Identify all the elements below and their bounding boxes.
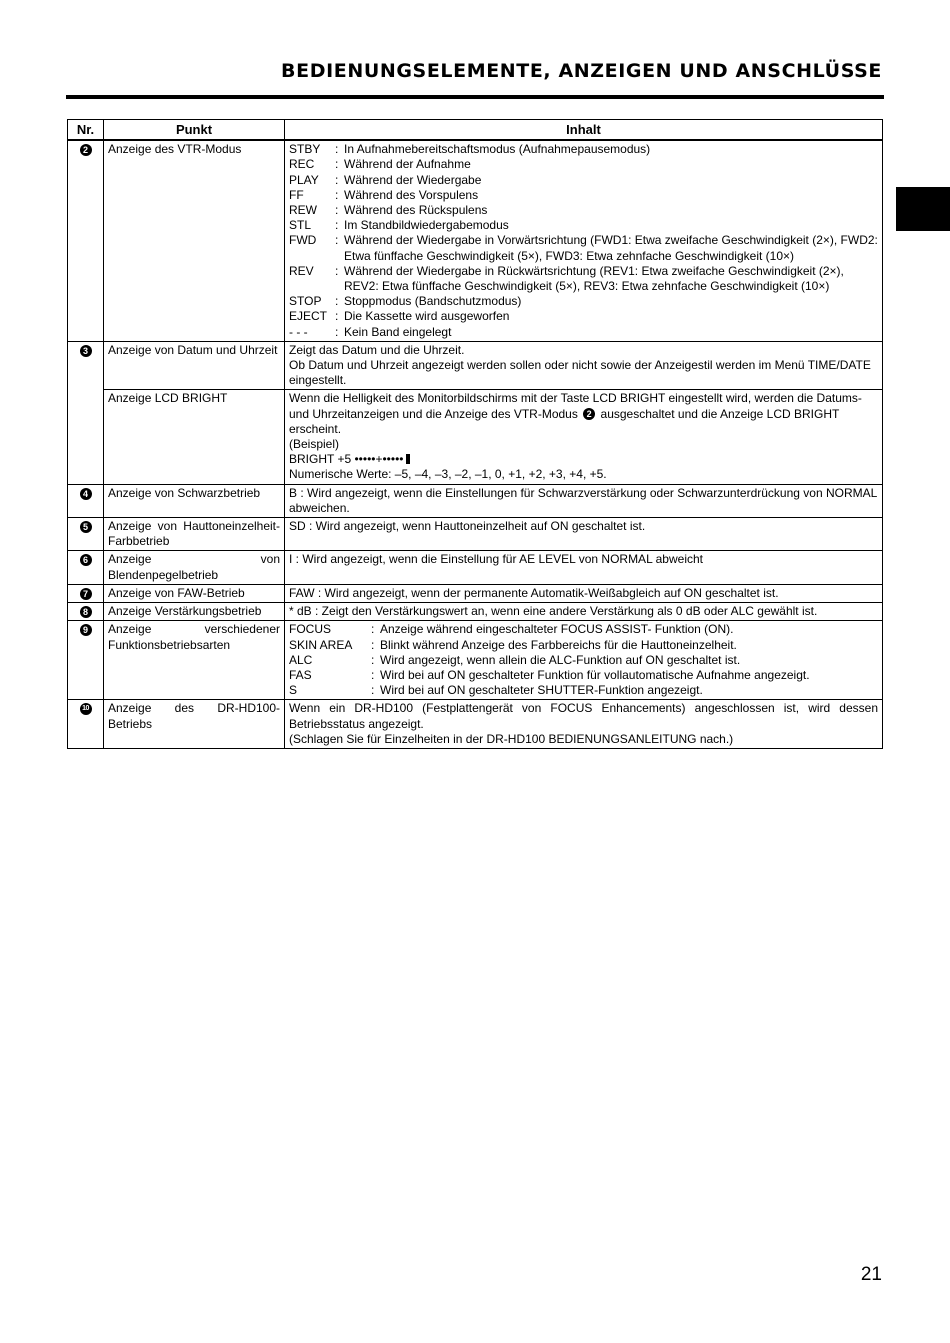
inhalt-line: Ob Datum und Uhrzeit angezeigt werden sollen oder nicht sowie der Anzeigestil werden im Menü TIME/DATE eingestellt. xyxy=(289,358,871,388)
title-rule xyxy=(66,95,884,99)
item-value: Während der Wiedergabe in Vorwärtsrichtung (FWD1: Etwa zweifache Geschwindigkeit (2×), FWD2: Etwa fünffache Geschwindigkeit (5×), FWD3: Etwa zehnfache Geschwindigkeit (10×) xyxy=(344,233,878,263)
circled-number: 10 xyxy=(80,703,92,715)
row-number xyxy=(68,603,104,621)
level-cursor-icon xyxy=(406,454,410,464)
item-value: Stoppmodus (Bandschutzmodus) xyxy=(344,294,522,309)
item-key: ALC xyxy=(289,652,313,667)
page-title: BEDIENUNGSELEMENTE, ANZEIGEN UND ANSCHLÜSSE xyxy=(281,60,882,82)
row-punkt: Anzeige verschiedener Funktionsbetriebsarten xyxy=(104,621,285,700)
inhalt-line: (Schlagen Sie für Einzelheiten in der DR-HD100 BEDIENUNGSANLEITUNG nach.) xyxy=(289,731,734,746)
header-inhalt: Inhalt xyxy=(285,120,883,141)
table-row xyxy=(68,603,883,621)
circled-number: 4 xyxy=(80,488,92,500)
table-row xyxy=(68,584,883,602)
list-item: FAS : Wird bei auf ON geschalteter Funktion für vollautomatische Aufnahme angezeigt. xyxy=(289,668,878,683)
item-value: Während des Vorspulens xyxy=(344,187,479,202)
item-key: FWD xyxy=(289,233,317,248)
controls-table xyxy=(67,119,883,749)
item-value: Die Kassette wird ausgeworfen xyxy=(344,309,510,324)
circled-number: 3 xyxy=(80,345,92,357)
inhalt-line xyxy=(289,452,878,467)
table-row xyxy=(68,551,883,584)
row-number xyxy=(68,584,104,602)
row-inhalt: SD : Wird angezeigt, wenn Hauttoneinzelheit auf ON geschaltet ist. xyxy=(285,518,883,551)
table-row xyxy=(68,700,883,749)
item-key: EJECT xyxy=(289,309,328,324)
list-item: REC : Während der Aufnahme xyxy=(289,157,878,172)
circled-number: 5 xyxy=(80,521,92,533)
list-item: SKIN AREA : Blinkt während Anzeige des Farbbereichs für die Hauttoneinzelheit. xyxy=(289,638,878,653)
inhalt-line xyxy=(289,391,878,437)
header-punkt: Punkt xyxy=(104,120,285,141)
row-punkt: Anzeige von Datum und Uhrzeit xyxy=(104,341,285,390)
circled-number: 2 xyxy=(80,144,92,156)
list-item: EJECT : Die Kassette wird ausgeworfen xyxy=(289,309,878,324)
item-key: S xyxy=(289,683,298,698)
row-punkt: Anzeige von Schwarzbetrieb xyxy=(104,484,285,517)
table-row xyxy=(68,518,883,551)
item-key: FF xyxy=(289,187,304,202)
row-number xyxy=(68,140,104,341)
item-key: STL xyxy=(289,218,312,233)
row-punkt: Anzeige von Hauttoneinzelheit-Farbbetrieb xyxy=(104,518,285,551)
inhalt-text: ausgeschaltet und die Anzeige LCD BRIGHT erscheint. xyxy=(289,406,840,436)
list-item: S : Wird bei auf ON geschalteter SHUTTER-Funktion angezeigt. xyxy=(289,683,878,698)
item-key: FOCUS xyxy=(289,622,331,637)
circled-number: 6 xyxy=(80,554,92,566)
item-value: Während des Rückspulens xyxy=(344,203,488,218)
row-punkt: Anzeige LCD BRIGHT xyxy=(104,390,285,484)
inhalt-line: (Beispiel) xyxy=(289,437,340,452)
list-item: ALC : Wird angezeigt, wenn allein die ALC-Funktion auf ON geschaltet ist. xyxy=(289,653,878,668)
inhalt-line: Numerische Werte: –5, –4, –3, –2, –1, 0, +1, +2, +3, +4, +5. xyxy=(289,467,607,482)
list-item: STBY : In Aufnahmebereitschaftsmodus (Aufnahmepausemodus) xyxy=(289,142,878,157)
circled-number: 8 xyxy=(80,606,92,618)
list-item: FWD : Während der Wiedergabe in Vorwärtsrichtung (FWD1: Etwa zweifache Geschwindigkeit (2×), FWD2: Etwa fünffache Geschwindigkeit (5×), FWD3: Etwa zehnfache Geschwindigkeit (10×) xyxy=(289,233,878,263)
inhalt-line: Zeigt das Datum und die Uhrzeit. xyxy=(289,342,465,357)
item-key: STBY xyxy=(289,142,321,157)
list-item: REW : Während des Rückspulens xyxy=(289,203,878,218)
table-row xyxy=(68,484,883,517)
row-inhalt xyxy=(285,341,883,390)
item-key: SKIN AREA xyxy=(289,637,353,652)
row-inhalt xyxy=(285,621,883,700)
item-value: Blinkt während Anzeige des Farbbereichs für die Hauttoneinzelheit. xyxy=(380,637,737,652)
circled-number-reference: 2 xyxy=(583,408,595,420)
list-item: FOCUS : Anzeige während eingeschalteter FOCUS ASSIST- Funktion (ON). xyxy=(289,622,878,637)
row-inhalt xyxy=(285,390,883,484)
item-value: Wird bei auf ON geschalteter SHUTTER-Funktion angezeigt. xyxy=(380,683,703,698)
list-item: REV : Während der Wiedergabe in Rückwärtsrichtung (REV1: Etwa zweifache Geschwindigkeit (2×), REV2: Etwa fünffache Geschwindigkeit (5×), REV3: Etwa zehnfache Geschwindigkeit (10×) xyxy=(289,264,878,294)
circled-number: 9 xyxy=(80,624,92,636)
item-value: Kein Band eingelegt xyxy=(344,324,452,339)
row-inhalt: * dB : Zeigt den Verstärkungswert an, wenn eine andere Verstärkung als 0 dB oder ALC gewählt ist. xyxy=(285,603,883,621)
item-value: Wird angezeigt, wenn allein die ALC-Funktion auf ON geschaltet ist. xyxy=(380,652,741,667)
bright-example: BRIGHT +5 •••••+••••• xyxy=(289,452,404,467)
item-key: PLAY xyxy=(289,172,319,187)
item-key: REC xyxy=(289,157,315,172)
row-inhalt: I : Wird angezeigt, wenn die Einstellung für AE LEVEL von NORMAL abweicht xyxy=(285,551,883,584)
table-row xyxy=(68,341,883,390)
row-inhalt: B : Wird angezeigt, wenn die Einstellungen für Schwarzverstärkung oder Schwarzunterdrückung von NORMAL abweichen. xyxy=(285,484,883,517)
table-row xyxy=(68,621,883,700)
list-item: STOP : Stoppmodus (Bandschutzmodus) xyxy=(289,294,878,309)
list-item: - - - : Kein Band eingelegt xyxy=(289,325,878,340)
row-number xyxy=(68,551,104,584)
list-item: FF : Während des Vorspulens xyxy=(289,188,878,203)
item-value: Während der Wiedergabe in Rückwärtsrichtung (REV1: Etwa zweifache Geschwindigkeit (2×), REV2: Etwa fünffache Geschwindigkeit (5×), REV3: Etwa zehnfache Geschwindigkeit (10×) xyxy=(344,263,844,294)
row-punkt: Anzeige Verstärkungsbetrieb xyxy=(104,603,285,621)
item-key: FAS xyxy=(289,667,312,682)
item-value: Während der Wiedergabe xyxy=(344,172,482,187)
inhalt-line: Wenn ein DR-HD100 (Festplattengerät von FOCUS Enhancements) angeschlossen ist, wird dessen Betriebsstatus angezeigt. xyxy=(289,701,878,731)
row-punkt: Anzeige von FAW-Betrieb xyxy=(104,584,285,602)
item-value: Im Standbildwiedergabemodus xyxy=(344,218,509,233)
row-inhalt: FAW : Wird angezeigt, wenn der permanente Automatik-Weißabgleich auf ON geschaltet ist. xyxy=(285,584,883,602)
row-inhalt xyxy=(285,700,883,749)
item-key: STOP xyxy=(289,294,322,309)
row-number xyxy=(68,700,104,749)
item-value: Anzeige während eingeschalteter FOCUS ASSIST- Funktion (ON). xyxy=(380,622,734,637)
row-number xyxy=(68,484,104,517)
item-value: Wird bei auf ON geschalteter Funktion für vollautomatische Aufnahme angezeigt. xyxy=(380,667,810,682)
item-key: - - - xyxy=(289,324,308,339)
circled-number: 7 xyxy=(80,588,92,600)
header-nr: Nr. xyxy=(68,120,104,141)
item-key: REW xyxy=(289,203,317,218)
list-item: STL : Im Standbildwiedergabemodus xyxy=(289,218,878,233)
item-value: Während der Aufnahme xyxy=(344,157,471,172)
table-row xyxy=(68,390,883,484)
section-tab-marker xyxy=(896,187,950,231)
page-number: 21 xyxy=(860,1264,882,1285)
inhalt-text: Wenn die Helligkeit des Monitorbildschirms mit der Taste LCD BRIGHT eingestellt wird, werden die Datums- und Uhrzeitanzeigen und die Anzeige des VTR-Modus xyxy=(289,391,862,421)
table-header-row xyxy=(68,120,883,141)
item-value: In Aufnahmebereitschaftsmodus (Aufnahmepausemodus) xyxy=(344,142,651,157)
row-number xyxy=(68,341,104,484)
row-punkt: Anzeige des VTR-Modus xyxy=(104,140,285,341)
item-key: REV xyxy=(289,263,314,278)
list-item: PLAY : Während der Wiedergabe xyxy=(289,173,878,188)
row-number xyxy=(68,621,104,700)
table-row xyxy=(68,140,883,341)
row-inhalt xyxy=(285,140,883,341)
row-punkt: Anzeige von Blendenpegelbetrieb xyxy=(104,551,285,584)
row-number xyxy=(68,518,104,551)
row-punkt: Anzeige des DR-HD100-Betriebs xyxy=(104,700,285,749)
